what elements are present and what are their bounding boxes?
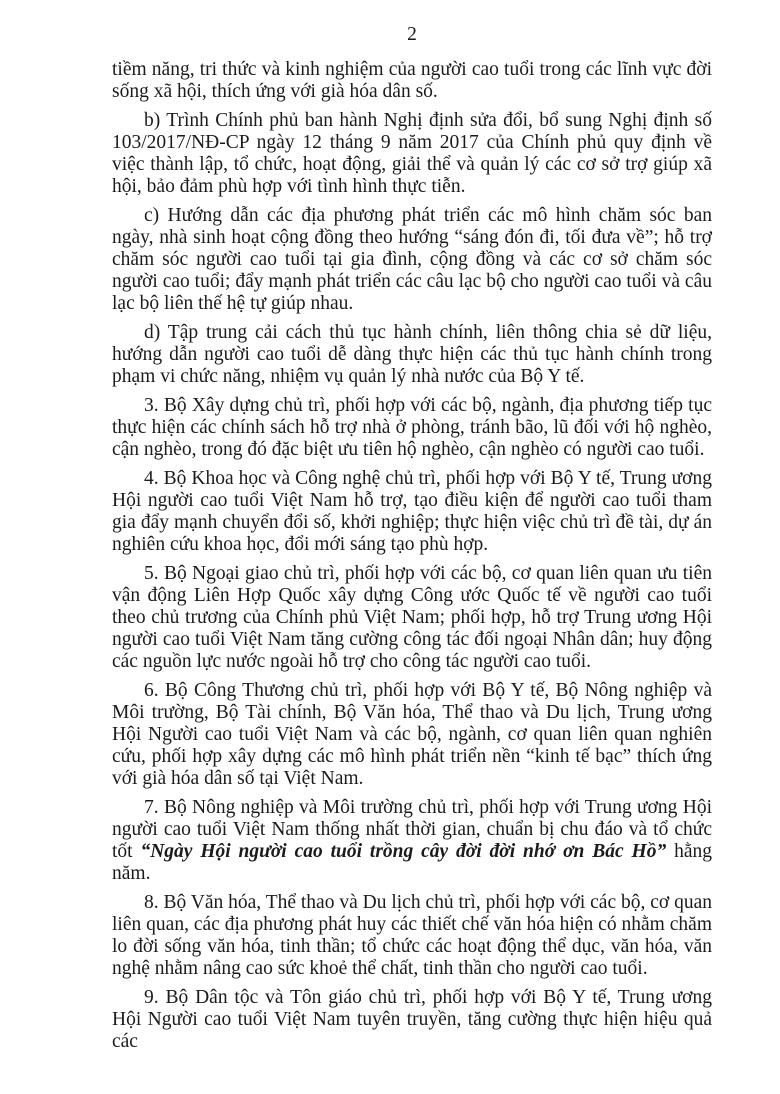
paragraph-text-run: b) Trình Chính phủ ban hành Nghị định sửa đổi, bổ sung Nghị định số 103/2017/NĐ-CP ngày 12 tháng 9 năm 2017 của Chính phủ quy định về việc thành lập, tổ chức, hoạt động, giải thể và quản lý các cơ sở trợ giúp xã hội, bảo đảm phù hợp với tình hình thực tiễn.: [112, 110, 712, 197]
paragraph-text-run: 9. Bộ Dân tộc và Tôn giáo chủ trì, phối hợp với Bộ Y tế, Trung ương Hội Người cao tuổi Việt Nam tuyên truyền, tăng cường thực hiện hiệu quả các: [112, 987, 712, 1052]
paragraph-text-run: tiềm năng, tri thức và kinh nghiệm của người cao tuổi trong các lĩnh vực đời sống xã hội, thích ứng với già hóa dân số.: [112, 59, 712, 102]
paragraph: [112, 205, 712, 315]
paragraph: [112, 59, 712, 103]
page-number: 2: [407, 24, 417, 45]
paragraph-text-run: d) Tập trung cải cách thủ tục hành chính, liên thông chia sẻ dữ liệu, hướng dẫn người cao tuổi dễ dàng thực hiện các thủ tục hành chính trong phạm vi chức năng, nhiệm vụ quản lý nhà nước của Bộ Y tế.: [112, 322, 712, 387]
paragraph-text-run: 4. Bộ Khoa học và Công nghệ chủ trì, phối hợp với Bộ Y tế, Trung ương Hội người cao tuổi Việt Nam hỗ trợ, tạo điều kiện để người cao tuổi tham gia đẩy mạnh chuyển đổi số, khởi nghiệp; thực hiện việc chủ trì đề tài, dự án nghiên cứu khoa học, đổi mới sáng tạo phù hợp.: [112, 468, 712, 555]
paragraph: [112, 680, 712, 790]
paragraph-text-run: c) Hướng dẫn các địa phương phát triển các mô hình chăm sóc ban ngày, nhà sinh hoạt cộng đồng theo hướng “sáng đón đi, tối đưa về”; hỗ trợ chăm sóc người cao tuổi tại gia đình, cộng đồng và các cơ sở chăm sóc người cao tuổi; đẩy mạnh phát triển các câu lạc bộ cho người cao tuổi và câu lạc bộ liên thế hệ tự giúp nhau.: [112, 205, 712, 314]
paragraph: [112, 322, 712, 388]
paragraph-text-run: 7. Bộ Nông nghiệp và Môi trường chủ trì, phối hợp với Trung ương Hội người cao tuổi Việt Nam thống nhất thời gian, chuẩn bị chu đáo và tổ chức tốt: [112, 797, 712, 862]
paragraph: [112, 987, 712, 1053]
paragraph-text-run: 8. Bộ Văn hóa, Thể thao và Du lịch chủ trì, phối hợp với các bộ, cơ quan liên quan, các địa phương phát huy các thiết chế văn hóa hiện có nhằm chăm lo đời sống văn hóa, tinh thần; tổ chức các hoạt động thể dục, văn hóa, văn nghệ nhằm nâng cao sức khoẻ thể chất, tinh thần cho người cao tuổi.: [112, 892, 712, 979]
document-body: [112, 59, 712, 1060]
paragraph: [112, 110, 712, 198]
paragraph-text-run: 6. Bộ Công Thương chủ trì, phối hợp với Bộ Y tế, Bộ Nông nghiệp và Môi trường, Bộ Tài chính, Bộ Văn hóa, Thể thao và Du lịch, Trung ương Hội Người cao tuổi Việt Nam và các bộ, ngành, cơ quan liên quan nghiên cứu, phối hợp xây dựng các mô hình phát triển nền “kinh tế bạc” thích ứng với già hóa dân số tại Việt Nam.: [112, 680, 712, 789]
paragraph: [112, 892, 712, 980]
paragraph-text-run: 5. Bộ Ngoại giao chủ trì, phối hợp với các bộ, cơ quan liên quan ưu tiên vận động Liên Hợp Quốc xây dựng Công ước Quốc tế về người cao tuổi theo chủ trương của Chính phủ Việt Nam; phối hợp, hỗ trợ Trung ương Hội người cao tuổi Việt Nam tăng cường công tác đối ngoại Nhân dân; huy động các nguồn lực nước ngoài hỗ trợ cho công tác người cao tuổi.: [112, 563, 712, 672]
paragraph: [112, 468, 712, 556]
paragraph-text-run: 3. Bộ Xây dựng chủ trì, phối hợp với các bộ, ngành, địa phương tiếp tục thực hiện các chính sách hỗ trợ nhà ở phòng, tránh bão, lũ đối với hộ nghèo, cận nghèo, trong đó đặc biệt ưu tiên hộ nghèo, cận nghèo có người cao tuổi.: [112, 395, 712, 460]
paragraph: [112, 797, 712, 885]
paragraph-text-run: hằng năm.: [112, 841, 712, 884]
paragraph: [112, 563, 712, 673]
paragraph-text-run: “Ngày Hội người cao tuổi trồng cây đời đời nhớ ơn Bác Hồ”: [140, 841, 667, 862]
paragraph: [112, 395, 712, 461]
